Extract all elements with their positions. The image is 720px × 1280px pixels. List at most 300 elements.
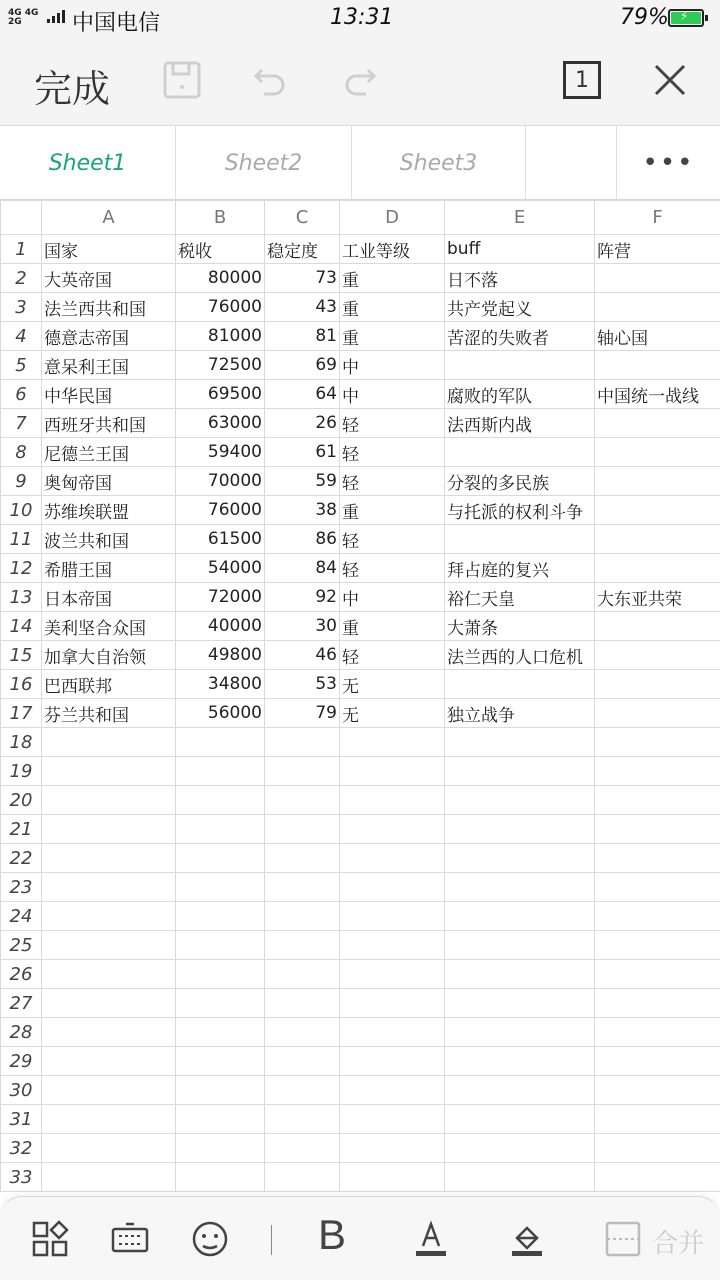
status-bar bbox=[0, 0, 720, 38]
cell-f[interactable] bbox=[595, 438, 720, 467]
cell-empty[interactable] bbox=[176, 844, 265, 873]
cell-d[interactable]: 无 bbox=[340, 670, 445, 699]
cell-a[interactable]: 中华民国 bbox=[42, 380, 176, 409]
table-row bbox=[1, 699, 720, 728]
row-header[interactable]: 23 bbox=[1, 873, 42, 902]
cell-c[interactable]: 稳定度 bbox=[265, 235, 340, 264]
cell-empty[interactable] bbox=[42, 902, 176, 931]
cell-empty[interactable] bbox=[340, 931, 445, 960]
cell-a[interactable]: 日本帝国 bbox=[42, 583, 176, 612]
cell-e[interactable]: 苦涩的失败者 bbox=[445, 322, 595, 351]
cell-b[interactable]: 59400 bbox=[176, 438, 265, 467]
cell-d[interactable]: 重 bbox=[340, 612, 445, 641]
cell-e[interactable] bbox=[445, 351, 595, 380]
cell-a[interactable]: 西班牙共和国 bbox=[42, 409, 176, 438]
undo-icon[interactable] bbox=[250, 60, 290, 100]
cell-empty[interactable] bbox=[340, 1047, 445, 1076]
battery-charging-icon bbox=[668, 9, 704, 27]
cell-empty[interactable] bbox=[42, 873, 176, 902]
tab-sheet3[interactable]: Sheet3 bbox=[352, 126, 526, 200]
cell-empty[interactable] bbox=[445, 960, 595, 989]
cell-empty[interactable] bbox=[595, 757, 720, 786]
table-row bbox=[1, 641, 720, 670]
cell-a[interactable]: 尼德兰王国 bbox=[42, 438, 176, 467]
cell-empty[interactable] bbox=[340, 786, 445, 815]
row-header[interactable]: 31 bbox=[1, 1105, 42, 1134]
bold-button[interactable]: B bbox=[318, 1211, 347, 1258]
cell-c[interactable]: 26 bbox=[265, 409, 340, 438]
row-header[interactable]: 30 bbox=[1, 1076, 42, 1105]
divider bbox=[271, 1225, 272, 1255]
cell-empty[interactable] bbox=[595, 989, 720, 1018]
cell-empty[interactable] bbox=[265, 1134, 340, 1163]
cell-e[interactable]: buff bbox=[445, 235, 595, 264]
row-header[interactable]: 12 bbox=[1, 554, 42, 583]
table-row bbox=[1, 409, 720, 438]
table-row bbox=[1, 815, 720, 844]
cell-a[interactable]: 苏维埃联盟 bbox=[42, 496, 176, 525]
cell-empty[interactable] bbox=[340, 989, 445, 1018]
emoji-icon[interactable] bbox=[190, 1219, 230, 1259]
cell-f[interactable] bbox=[595, 641, 720, 670]
cell-b[interactable]: 56000 bbox=[176, 699, 265, 728]
row-header[interactable]: 16 bbox=[1, 670, 42, 699]
cell-empty[interactable] bbox=[445, 1076, 595, 1105]
row-header[interactable]: 13 bbox=[1, 583, 42, 612]
cell-c[interactable]: 30 bbox=[265, 612, 340, 641]
cell-e[interactable]: 裕仁天皇 bbox=[445, 583, 595, 612]
cell-empty[interactable] bbox=[42, 1076, 176, 1105]
row-header[interactable]: 33 bbox=[1, 1163, 42, 1192]
cell-e[interactable]: 与托派的权利斗争 bbox=[445, 496, 595, 525]
cell-empty[interactable] bbox=[595, 728, 720, 757]
merge-cells-icon[interactable] bbox=[603, 1219, 643, 1259]
cell-d[interactable]: 重 bbox=[340, 496, 445, 525]
cell-f[interactable]: 中国统一战线 bbox=[595, 380, 720, 409]
spreadsheet-grid[interactable] bbox=[0, 200, 720, 1192]
cell-empty[interactable] bbox=[176, 786, 265, 815]
row-header[interactable]: 25 bbox=[1, 931, 42, 960]
cell-f[interactable] bbox=[595, 264, 720, 293]
cell-d[interactable]: 轻 bbox=[340, 641, 445, 670]
cell-b[interactable]: 69500 bbox=[176, 380, 265, 409]
table-row bbox=[1, 989, 720, 1018]
cell-a[interactable]: 法兰西共和国 bbox=[42, 293, 176, 322]
cell-empty[interactable] bbox=[265, 1105, 340, 1134]
cell-empty[interactable] bbox=[340, 728, 445, 757]
table-row bbox=[1, 351, 720, 380]
row-header[interactable]: 6 bbox=[1, 380, 42, 409]
cell-empty[interactable] bbox=[595, 1047, 720, 1076]
cell-empty[interactable] bbox=[265, 989, 340, 1018]
row-header[interactable]: 9 bbox=[1, 467, 42, 496]
cell-empty[interactable] bbox=[265, 1076, 340, 1105]
table-row bbox=[1, 931, 720, 960]
cell-empty[interactable] bbox=[445, 786, 595, 815]
cell-b[interactable]: 76000 bbox=[176, 496, 265, 525]
cell-empty[interactable] bbox=[595, 931, 720, 960]
table-row bbox=[1, 264, 720, 293]
cell-b[interactable]: 49800 bbox=[176, 641, 265, 670]
table-row bbox=[1, 728, 720, 757]
cell-e[interactable]: 大萧条 bbox=[445, 612, 595, 641]
merge-label[interactable]: 合并 bbox=[652, 1229, 705, 1259]
cell-a[interactable]: 美利坚合众国 bbox=[42, 612, 176, 641]
cell-empty[interactable] bbox=[265, 815, 340, 844]
cell-empty[interactable] bbox=[340, 815, 445, 844]
row-header[interactable]: 1 bbox=[1, 235, 42, 264]
cell-f[interactable] bbox=[595, 525, 720, 554]
cell-empty[interactable] bbox=[445, 989, 595, 1018]
table-row bbox=[1, 960, 720, 989]
cell-empty[interactable] bbox=[445, 902, 595, 931]
cell-empty[interactable] bbox=[176, 1047, 265, 1076]
cell-empty[interactable] bbox=[340, 757, 445, 786]
cell-c[interactable]: 46 bbox=[265, 641, 340, 670]
table-row bbox=[1, 1105, 720, 1134]
row-header[interactable]: 21 bbox=[1, 815, 42, 844]
cell-empty[interactable] bbox=[176, 1076, 265, 1105]
cell-a[interactable]: 大英帝国 bbox=[42, 264, 176, 293]
cell-empty[interactable] bbox=[265, 786, 340, 815]
keyboard-icon[interactable] bbox=[110, 1219, 150, 1259]
cell-empty[interactable] bbox=[595, 1134, 720, 1163]
cell-empty[interactable] bbox=[595, 844, 720, 873]
cell-a[interactable]: 国家 bbox=[42, 235, 176, 264]
cell-d[interactable]: 轻 bbox=[340, 438, 445, 467]
cell-e[interactable]: 法西斯内战 bbox=[445, 409, 595, 438]
table-row bbox=[1, 844, 720, 873]
column-header[interactable]: A bbox=[42, 201, 176, 235]
cell-b[interactable]: 76000 bbox=[176, 293, 265, 322]
cell-b[interactable]: 61500 bbox=[176, 525, 265, 554]
cell-empty[interactable] bbox=[176, 873, 265, 902]
table-row bbox=[1, 322, 720, 351]
fill-color-icon[interactable] bbox=[507, 1219, 547, 1259]
table-row bbox=[1, 757, 720, 786]
cell-empty[interactable] bbox=[176, 902, 265, 931]
row-header[interactable]: 5 bbox=[1, 351, 42, 380]
cell-empty[interactable] bbox=[176, 1134, 265, 1163]
font-color-icon[interactable] bbox=[411, 1219, 451, 1259]
row-header[interactable]: 26 bbox=[1, 960, 42, 989]
cell-d[interactable]: 重 bbox=[340, 293, 445, 322]
cell-empty[interactable] bbox=[265, 873, 340, 902]
cell-empty[interactable] bbox=[595, 1076, 720, 1105]
cell-f[interactable] bbox=[595, 554, 720, 583]
table-row bbox=[1, 554, 720, 583]
cell-c[interactable]: 84 bbox=[265, 554, 340, 583]
column-header[interactable]: F bbox=[595, 201, 720, 235]
cell-c[interactable]: 59 bbox=[265, 467, 340, 496]
cell-c[interactable]: 61 bbox=[265, 438, 340, 467]
row-header[interactable]: 29 bbox=[1, 1047, 42, 1076]
cell-empty[interactable] bbox=[176, 1163, 265, 1192]
cell-empty[interactable] bbox=[42, 1105, 176, 1134]
row-header[interactable]: 11 bbox=[1, 525, 42, 554]
cell-b[interactable]: 税收 bbox=[176, 235, 265, 264]
cell-c[interactable]: 92 bbox=[265, 583, 340, 612]
cell-c[interactable]: 43 bbox=[265, 293, 340, 322]
cell-f[interactable] bbox=[595, 467, 720, 496]
column-header[interactable]: B bbox=[176, 201, 265, 235]
cell-f[interactable]: 轴心国 bbox=[595, 322, 720, 351]
row-header[interactable]: 17 bbox=[1, 699, 42, 728]
row-header[interactable]: 22 bbox=[1, 844, 42, 873]
cell-empty[interactable] bbox=[340, 844, 445, 873]
row-header[interactable]: 28 bbox=[1, 1018, 42, 1047]
cell-b[interactable]: 81000 bbox=[176, 322, 265, 351]
cell-e[interactable]: 腐败的军队 bbox=[445, 380, 595, 409]
cell-empty[interactable] bbox=[265, 960, 340, 989]
table-row bbox=[1, 438, 720, 467]
cell-d[interactable]: 轻 bbox=[340, 467, 445, 496]
signal-bars-icon bbox=[47, 10, 65, 23]
redo-icon[interactable] bbox=[340, 60, 380, 100]
cell-empty[interactable] bbox=[42, 757, 176, 786]
cell-empty[interactable] bbox=[340, 873, 445, 902]
clock: 13:31 bbox=[330, 5, 394, 30]
cell-c[interactable]: 38 bbox=[265, 496, 340, 525]
table-row bbox=[1, 1018, 720, 1047]
cell-empty[interactable] bbox=[42, 815, 176, 844]
cell-d[interactable]: 无 bbox=[340, 699, 445, 728]
table-row bbox=[1, 1163, 720, 1192]
table-row bbox=[1, 467, 720, 496]
cell-c[interactable]: 53 bbox=[265, 670, 340, 699]
column-header[interactable]: E bbox=[445, 201, 595, 235]
save-icon[interactable] bbox=[162, 60, 202, 100]
table-row bbox=[1, 873, 720, 902]
cell-empty[interactable] bbox=[176, 1018, 265, 1047]
cell-a[interactable]: 意呆利王国 bbox=[42, 351, 176, 380]
row-header[interactable]: 4 bbox=[1, 322, 42, 351]
battery-percent: 79% bbox=[620, 5, 669, 30]
cell-a[interactable]: 芬兰共和国 bbox=[42, 699, 176, 728]
cell-d[interactable]: 重 bbox=[340, 264, 445, 293]
cell-empty[interactable] bbox=[265, 728, 340, 757]
format-bar bbox=[0, 1196, 720, 1280]
row-header[interactable]: 19 bbox=[1, 757, 42, 786]
cell-e[interactable]: 日不落 bbox=[445, 264, 595, 293]
cell-empty[interactable] bbox=[340, 1163, 445, 1192]
table-row bbox=[1, 902, 720, 931]
cell-empty[interactable] bbox=[265, 1163, 340, 1192]
cell-b[interactable]: 80000 bbox=[176, 264, 265, 293]
table-row bbox=[1, 1047, 720, 1076]
cell-empty[interactable] bbox=[42, 931, 176, 960]
cell-empty[interactable] bbox=[445, 1018, 595, 1047]
cell-c[interactable]: 69 bbox=[265, 351, 340, 380]
cell-empty[interactable] bbox=[445, 1105, 595, 1134]
cell-empty[interactable] bbox=[445, 728, 595, 757]
cell-e[interactable] bbox=[445, 438, 595, 467]
cell-empty[interactable] bbox=[445, 1163, 595, 1192]
cell-empty[interactable] bbox=[595, 1105, 720, 1134]
row-header[interactable]: 20 bbox=[1, 786, 42, 815]
row-header[interactable]: 2 bbox=[1, 264, 42, 293]
sheet-tabs bbox=[0, 126, 720, 200]
cell-b[interactable]: 40000 bbox=[176, 612, 265, 641]
cell-f[interactable]: 大东亚共荣 bbox=[595, 583, 720, 612]
cell-e[interactable]: 共产党起义 bbox=[445, 293, 595, 322]
tab-empty bbox=[526, 126, 617, 200]
cell-d[interactable]: 轻 bbox=[340, 525, 445, 554]
cell-b[interactable]: 72000 bbox=[176, 583, 265, 612]
cell-empty[interactable] bbox=[176, 757, 265, 786]
row-header[interactable]: 32 bbox=[1, 1134, 42, 1163]
row-header[interactable]: 18 bbox=[1, 728, 42, 757]
carrier-name: 中国电信 bbox=[72, 11, 161, 36]
cell-empty[interactable] bbox=[595, 815, 720, 844]
table-row bbox=[1, 670, 720, 699]
cell-d[interactable]: 重 bbox=[340, 322, 445, 351]
cell-a[interactable]: 奥匈帝国 bbox=[42, 467, 176, 496]
cell-a[interactable]: 希腊王国 bbox=[42, 554, 176, 583]
cell-empty[interactable] bbox=[176, 989, 265, 1018]
row-header[interactable]: 14 bbox=[1, 612, 42, 641]
cell-e[interactable]: 法兰西的人口危机 bbox=[445, 641, 595, 670]
column-header[interactable]: D bbox=[340, 201, 445, 235]
cell-empty[interactable] bbox=[445, 1047, 595, 1076]
cell-b[interactable]: 54000 bbox=[176, 554, 265, 583]
cell-a[interactable]: 波兰共和国 bbox=[42, 525, 176, 554]
cell-empty[interactable] bbox=[176, 960, 265, 989]
more-icon[interactable]: ••• bbox=[642, 148, 695, 178]
cell-empty[interactable] bbox=[595, 873, 720, 902]
cell-empty[interactable] bbox=[595, 960, 720, 989]
cell-e[interactable] bbox=[445, 670, 595, 699]
tab-sheet1[interactable]: Sheet1 bbox=[0, 126, 176, 200]
cell-c[interactable]: 79 bbox=[265, 699, 340, 728]
cell-empty[interactable] bbox=[340, 960, 445, 989]
cell-e[interactable]: 分裂的多民族 bbox=[445, 467, 595, 496]
row-header[interactable]: 7 bbox=[1, 409, 42, 438]
cell-empty[interactable] bbox=[176, 728, 265, 757]
cell-f[interactable] bbox=[595, 409, 720, 438]
cell-empty[interactable] bbox=[176, 931, 265, 960]
cell-empty[interactable] bbox=[595, 1163, 720, 1192]
cell-b[interactable]: 70000 bbox=[176, 467, 265, 496]
cell-f[interactable] bbox=[595, 612, 720, 641]
cell-e[interactable]: 拜占庭的复兴 bbox=[445, 554, 595, 583]
cell-f[interactable] bbox=[595, 670, 720, 699]
cell-f[interactable] bbox=[595, 351, 720, 380]
table-row bbox=[1, 293, 720, 322]
row-header[interactable]: 27 bbox=[1, 989, 42, 1018]
cell-empty[interactable] bbox=[445, 844, 595, 873]
cell-empty[interactable] bbox=[445, 757, 595, 786]
cell-d[interactable]: 轻 bbox=[340, 409, 445, 438]
table-row bbox=[1, 525, 720, 554]
cell-e[interactable]: 独立战争 bbox=[445, 699, 595, 728]
cell-empty[interactable] bbox=[265, 757, 340, 786]
done-button[interactable]: 完成 bbox=[34, 67, 111, 111]
cell-f[interactable] bbox=[595, 699, 720, 728]
cell-empty[interactable] bbox=[595, 786, 720, 815]
cell-empty[interactable] bbox=[340, 1076, 445, 1105]
row-header[interactable]: 24 bbox=[1, 902, 42, 931]
sheet-count-button[interactable]: 1 bbox=[563, 61, 601, 99]
cell-empty[interactable] bbox=[42, 989, 176, 1018]
cell-d[interactable]: 工业等级 bbox=[340, 235, 445, 264]
cell-empty[interactable] bbox=[445, 931, 595, 960]
row-header[interactable]: 8 bbox=[1, 438, 42, 467]
cell-f[interactable]: 阵营 bbox=[595, 235, 720, 264]
cell-empty[interactable] bbox=[176, 1105, 265, 1134]
table-row bbox=[1, 496, 720, 525]
cell-a[interactable]: 德意志帝国 bbox=[42, 322, 176, 351]
cell-empty[interactable] bbox=[265, 844, 340, 873]
cell-empty[interactable] bbox=[42, 1163, 176, 1192]
cell-empty[interactable] bbox=[265, 931, 340, 960]
cell-empty[interactable] bbox=[595, 902, 720, 931]
cell-empty[interactable] bbox=[176, 815, 265, 844]
table-row bbox=[1, 786, 720, 815]
cell-c[interactable]: 64 bbox=[265, 380, 340, 409]
cell-c[interactable]: 86 bbox=[265, 525, 340, 554]
row-header[interactable]: 3 bbox=[1, 293, 42, 322]
cell-f[interactable] bbox=[595, 496, 720, 525]
table-row bbox=[1, 1076, 720, 1105]
cell-b[interactable]: 63000 bbox=[176, 409, 265, 438]
cell-d[interactable]: 中 bbox=[340, 583, 445, 612]
column-header[interactable]: C bbox=[265, 201, 340, 235]
cell-d[interactable]: 中 bbox=[340, 380, 445, 409]
cell-d[interactable]: 轻 bbox=[340, 554, 445, 583]
cell-empty[interactable] bbox=[340, 902, 445, 931]
cell-a[interactable]: 加拿大自治领 bbox=[42, 641, 176, 670]
cell-empty[interactable] bbox=[42, 960, 176, 989]
cell-empty[interactable] bbox=[340, 1134, 445, 1163]
cell-empty[interactable] bbox=[42, 1134, 176, 1163]
cell-empty[interactable] bbox=[42, 728, 176, 757]
cell-empty[interactable] bbox=[265, 902, 340, 931]
cell-d[interactable]: 中 bbox=[340, 351, 445, 380]
table-row bbox=[1, 612, 720, 641]
cell-empty[interactable] bbox=[265, 1018, 340, 1047]
cell-empty[interactable] bbox=[42, 786, 176, 815]
cell-c[interactable]: 73 bbox=[265, 264, 340, 293]
table-row bbox=[1, 235, 720, 264]
cell-c[interactable]: 81 bbox=[265, 322, 340, 351]
tab-sheet2[interactable]: Sheet2 bbox=[176, 126, 352, 200]
cell-empty[interactable] bbox=[445, 815, 595, 844]
close-icon[interactable] bbox=[650, 60, 690, 100]
shapes-icon[interactable] bbox=[30, 1219, 70, 1259]
cell-empty[interactable] bbox=[42, 1047, 176, 1076]
cell-a[interactable]: 巴西联邦 bbox=[42, 670, 176, 699]
cell-b[interactable]: 72500 bbox=[176, 351, 265, 380]
cell-empty[interactable] bbox=[265, 1047, 340, 1076]
table-row bbox=[1, 1134, 720, 1163]
cell-empty[interactable] bbox=[340, 1018, 445, 1047]
cell-empty[interactable] bbox=[445, 1134, 595, 1163]
cell-f[interactable] bbox=[595, 293, 720, 322]
cell-empty[interactable] bbox=[595, 1018, 720, 1047]
cell-empty[interactable] bbox=[42, 1018, 176, 1047]
cell-b[interactable]: 34800 bbox=[176, 670, 265, 699]
cell-e[interactable] bbox=[445, 525, 595, 554]
cell-empty[interactable] bbox=[340, 1105, 445, 1134]
table-row bbox=[1, 583, 720, 612]
cell-empty[interactable] bbox=[42, 844, 176, 873]
row-header[interactable]: 15 bbox=[1, 641, 42, 670]
row-header[interactable]: 10 bbox=[1, 496, 42, 525]
corner-cell[interactable] bbox=[1, 201, 42, 235]
cell-empty[interactable] bbox=[445, 873, 595, 902]
network-type: 4G 4G 2G bbox=[8, 8, 39, 27]
